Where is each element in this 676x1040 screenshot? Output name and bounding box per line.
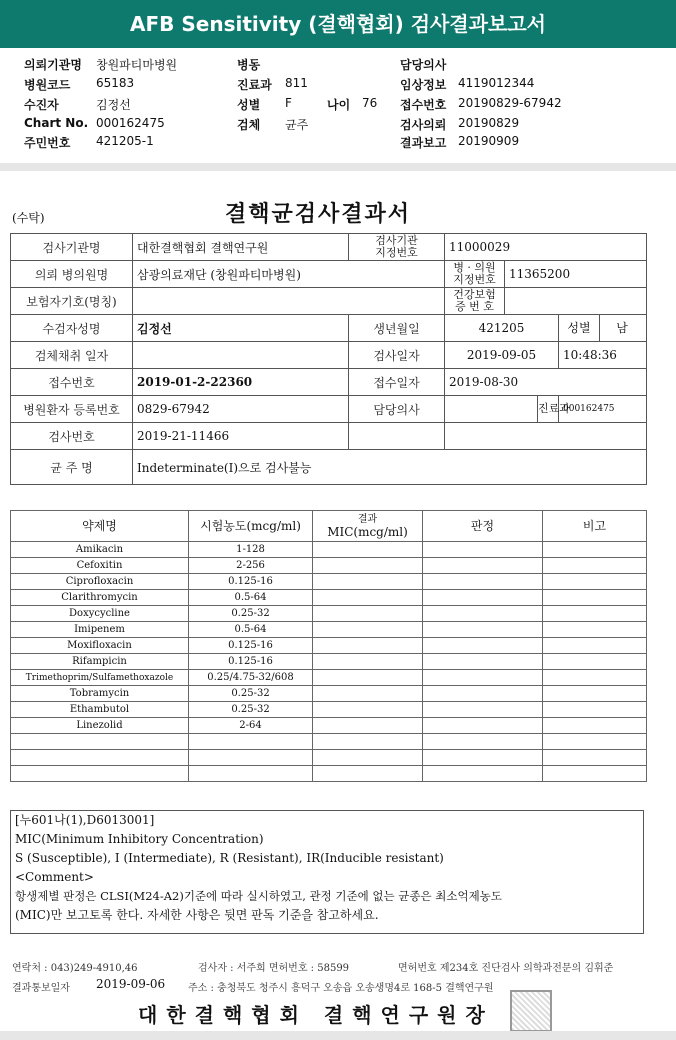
table-cell (313, 734, 423, 750)
comment-line: (MIC)만 보고토록 한다. 자세한 사항은 뒷면 판독 기준을 참고하세요. (15, 908, 379, 922)
info-label: 검사의뢰 (400, 118, 447, 132)
table-cell (543, 622, 647, 638)
info-label: 담당의사 (400, 58, 447, 72)
field-value: 2019-08-30 (445, 369, 647, 396)
footer-address: 주소 : 충청북도 청주시 흥덕구 오송읍 오송생명4로 168-5 결핵연구원 (188, 983, 494, 994)
table-row (11, 670, 647, 686)
table-cell (313, 558, 423, 574)
drug-name: Ciprofloxacin (11, 574, 189, 590)
info-label: 나이 (327, 98, 351, 112)
footer-notice-date: 2019-09-06 (96, 977, 166, 991)
field-label: 지정번호 (375, 246, 418, 259)
patient-record-table (10, 233, 647, 485)
table-cell (313, 590, 423, 606)
field-label: 건강보험 (453, 288, 496, 301)
field-label: 검체채취 일자 (11, 342, 133, 369)
info-label: 병원코드 (24, 78, 71, 92)
field-value: 남 (616, 321, 628, 335)
table-cell (423, 606, 543, 622)
footer-tester: 검사자 : 서주희 면허번호 : 58599 (198, 963, 350, 974)
field-label: 의뢰 병의원명 (11, 261, 133, 288)
field-label: 생년월일 (349, 315, 445, 342)
table-cell (423, 638, 543, 654)
table-cell (543, 766, 647, 782)
info-label: 성별 (237, 98, 261, 112)
table-cell (423, 574, 543, 590)
info-value: 76 (362, 96, 378, 110)
comment-line: <Comment> (15, 870, 94, 884)
info-value: 창원파티마병원 (96, 58, 178, 72)
field-label: 검사기관 (375, 234, 418, 247)
drug-name: Moxifloxacin (11, 638, 189, 654)
table-cell (313, 638, 423, 654)
column-header: 시험농도(mcg/ml) (189, 511, 313, 542)
test-concentration: 2-256 (189, 558, 313, 574)
table-cell (423, 766, 543, 782)
drug-sensitivity-table (10, 510, 647, 782)
test-concentration: 1-128 (189, 542, 313, 558)
institution-name: 대한결핵협회 결핵연구원장 (138, 1003, 494, 1027)
field-label: 검사번호 (11, 423, 133, 450)
info-value: 균주 (285, 118, 309, 132)
table-cell (313, 542, 423, 558)
field-label: 지정번호 (453, 273, 496, 286)
table-cell (543, 542, 647, 558)
test-concentration: 0.5-64 (189, 590, 313, 606)
footer-contact: 연락처 : 043)249-4910,46 (12, 963, 138, 974)
info-value: 421205-1 (96, 134, 154, 148)
table-cell (423, 622, 543, 638)
footer-director: 면허번호 제234호 진단검사 의학과전문의 김휘준 (398, 963, 614, 974)
info-value: 65183 (96, 76, 135, 90)
table-cell (423, 558, 543, 574)
table-cell (423, 702, 543, 718)
comment-code: [누601나(1),D6013001] (15, 813, 155, 827)
table-cell (543, 702, 647, 718)
bottom-divider (0, 1031, 676, 1040)
field-value: 삼광의료재단 (창원파티마병원) (133, 261, 445, 288)
field-value: 대한결핵협회 결핵연구원 (133, 234, 349, 261)
table-cell (313, 718, 423, 734)
info-label: 주민번호 (24, 136, 71, 150)
field-value (505, 288, 647, 315)
table-cell (189, 766, 313, 782)
field-value: 11365200 (505, 261, 647, 288)
info-value: 20190829-67942 (458, 96, 562, 110)
info-value: 4119012344 (458, 76, 535, 90)
info-label: 의뢰기관명 (24, 58, 82, 72)
table-cell (313, 622, 423, 638)
comment-line: MIC(Minimum Inhibitory Concentration) (15, 832, 264, 846)
field-value: 10:48:36 (559, 342, 647, 369)
table-cell (543, 558, 647, 574)
table-cell (11, 766, 189, 782)
field-label: 검사일자 (349, 342, 445, 369)
table-cell (423, 750, 543, 766)
table-row (11, 654, 647, 670)
field-label: 보험자기호(명칭) (11, 288, 133, 315)
table-row (11, 542, 647, 558)
table-cell (543, 718, 647, 734)
table-cell (543, 734, 647, 750)
consign-label: (수탁) (12, 211, 45, 225)
test-concentration: 0.125-16 (189, 638, 313, 654)
field-value: 11000029 (445, 234, 647, 261)
table-cell (543, 574, 647, 590)
info-label: 검체 (237, 118, 261, 132)
info-value: 000162475 (96, 116, 165, 130)
column-header: 판정 (423, 511, 543, 542)
table-cell (189, 734, 313, 750)
table-cell (423, 654, 543, 670)
table-cell (423, 590, 543, 606)
column-header: 결과 (357, 514, 378, 525)
table-row (11, 766, 647, 782)
table-row (11, 606, 647, 622)
field-label: 병 · 의원 (453, 261, 496, 274)
drug-name: Amikacin (11, 542, 189, 558)
column-header: MIC(mcg/ml) (327, 525, 408, 539)
official-seal (510, 990, 552, 1032)
comment-box (10, 810, 644, 934)
patient-info-panel (0, 52, 676, 162)
drug-name: Clarithromycin (11, 590, 189, 606)
field-label: 접수일자 (349, 369, 445, 396)
test-concentration: 0.25/4.75-32/608 (189, 670, 313, 686)
report-title: AFB Sensitivity (결핵협회) 검사결과보고서 (0, 0, 676, 48)
test-concentration: 0.5-64 (189, 622, 313, 638)
drug-name: Imipenem (11, 622, 189, 638)
table-cell (313, 702, 423, 718)
info-value: F (285, 96, 292, 110)
info-value: 20190829 (458, 116, 520, 130)
field-value: 421205 (445, 315, 559, 342)
info-label: 접수번호 (400, 98, 447, 112)
table-cell (189, 750, 313, 766)
table-cell (543, 654, 647, 670)
table-row (11, 574, 647, 590)
table-cell (543, 606, 647, 622)
drug-name: Trimethoprim/Sulfamethoxazole (11, 670, 189, 686)
field-value: 2019-09-05 (445, 342, 559, 369)
drug-name: Rifampicin (11, 654, 189, 670)
table-cell (313, 606, 423, 622)
info-value: 김정선 (96, 98, 131, 112)
field-label: 균 주 명 (11, 450, 133, 485)
column-header: 약제명 (11, 511, 189, 542)
table-row (11, 558, 647, 574)
table-cell (313, 766, 423, 782)
table-cell (313, 686, 423, 702)
table-row (11, 750, 647, 766)
section-divider (0, 163, 676, 171)
drug-name: Ethambutol (11, 702, 189, 718)
table-cell (313, 654, 423, 670)
drug-name: Cefoxitin (11, 558, 189, 574)
table-cell (313, 574, 423, 590)
document-title: 결핵균검사결과서 (225, 201, 412, 227)
test-concentration: 0.25-32 (189, 702, 313, 718)
field-label: 수검자성명 (11, 315, 133, 342)
field-label: 접수번호 (11, 369, 133, 396)
table-row (11, 590, 647, 606)
field-label: 진료과 (537, 396, 556, 422)
test-concentration: 2-64 (189, 718, 313, 734)
info-value: 20190909 (458, 134, 520, 148)
table-cell (313, 670, 423, 686)
field-value: 2019-01-2-22360 (133, 369, 349, 396)
field-value (133, 288, 445, 315)
info-label: 결과보고 (400, 136, 447, 150)
table-cell (423, 670, 543, 686)
table-cell (423, 686, 543, 702)
field-value: 0829-67942 (133, 396, 349, 423)
field-value (133, 342, 349, 369)
field-value: 김정선 (133, 315, 349, 342)
table-cell (11, 734, 189, 750)
field-value: 000162475 (559, 396, 647, 423)
table-cell (543, 638, 647, 654)
table-cell (543, 750, 647, 766)
table-cell (11, 750, 189, 766)
table-row (11, 718, 647, 734)
table-cell (423, 542, 543, 558)
comment-line: S (Susceptible), I (Intermediate), R (Resistant), IR(Inducible resistant) (15, 851, 444, 865)
test-concentration: 0.125-16 (189, 574, 313, 590)
field-label: 병원환자 등록번호 (11, 396, 133, 423)
info-label: 병동 (237, 58, 261, 72)
table-cell (543, 670, 647, 686)
field-label: 성별 (559, 315, 600, 341)
table-cell (543, 590, 647, 606)
info-label: 수진자 (24, 98, 59, 112)
comment-line: 항생제별 판정은 CLSI(M24-A2)기준에 따라 실시하였고, 관정 기준에 없는 균종은 최소억제농도 (15, 889, 502, 903)
info-label: Chart No. (24, 116, 89, 130)
table-cell (423, 734, 543, 750)
test-concentration: 0.25-32 (189, 686, 313, 702)
scanned-result-document (0, 171, 676, 1031)
test-concentration: 0.125-16 (189, 654, 313, 670)
drug-name: Tobramycin (11, 686, 189, 702)
info-label: 진료과 (237, 78, 272, 92)
table-cell (313, 750, 423, 766)
table-row (11, 734, 647, 750)
info-label: 임상정보 (400, 78, 447, 92)
column-header: 비고 (543, 511, 647, 542)
table-row (11, 686, 647, 702)
info-value: 811 (285, 76, 308, 90)
field-label: 증 번 호 (455, 300, 494, 313)
table-row (11, 702, 647, 718)
test-concentration: 0.25-32 (189, 606, 313, 622)
table-row (11, 622, 647, 638)
field-label: 담당의사 (349, 396, 445, 423)
footer-notice-label: 결과통보일자 (12, 983, 70, 994)
field-value: Indeterminate(I)으로 검사불능 (133, 450, 647, 485)
field-label: 검사기관명 (11, 234, 133, 261)
field-value: 2019-21-11466 (133, 423, 349, 450)
drug-name: Doxycycline (11, 606, 189, 622)
table-cell (423, 718, 543, 734)
table-cell (543, 686, 647, 702)
table-row (11, 638, 647, 654)
drug-name: Linezolid (11, 718, 189, 734)
